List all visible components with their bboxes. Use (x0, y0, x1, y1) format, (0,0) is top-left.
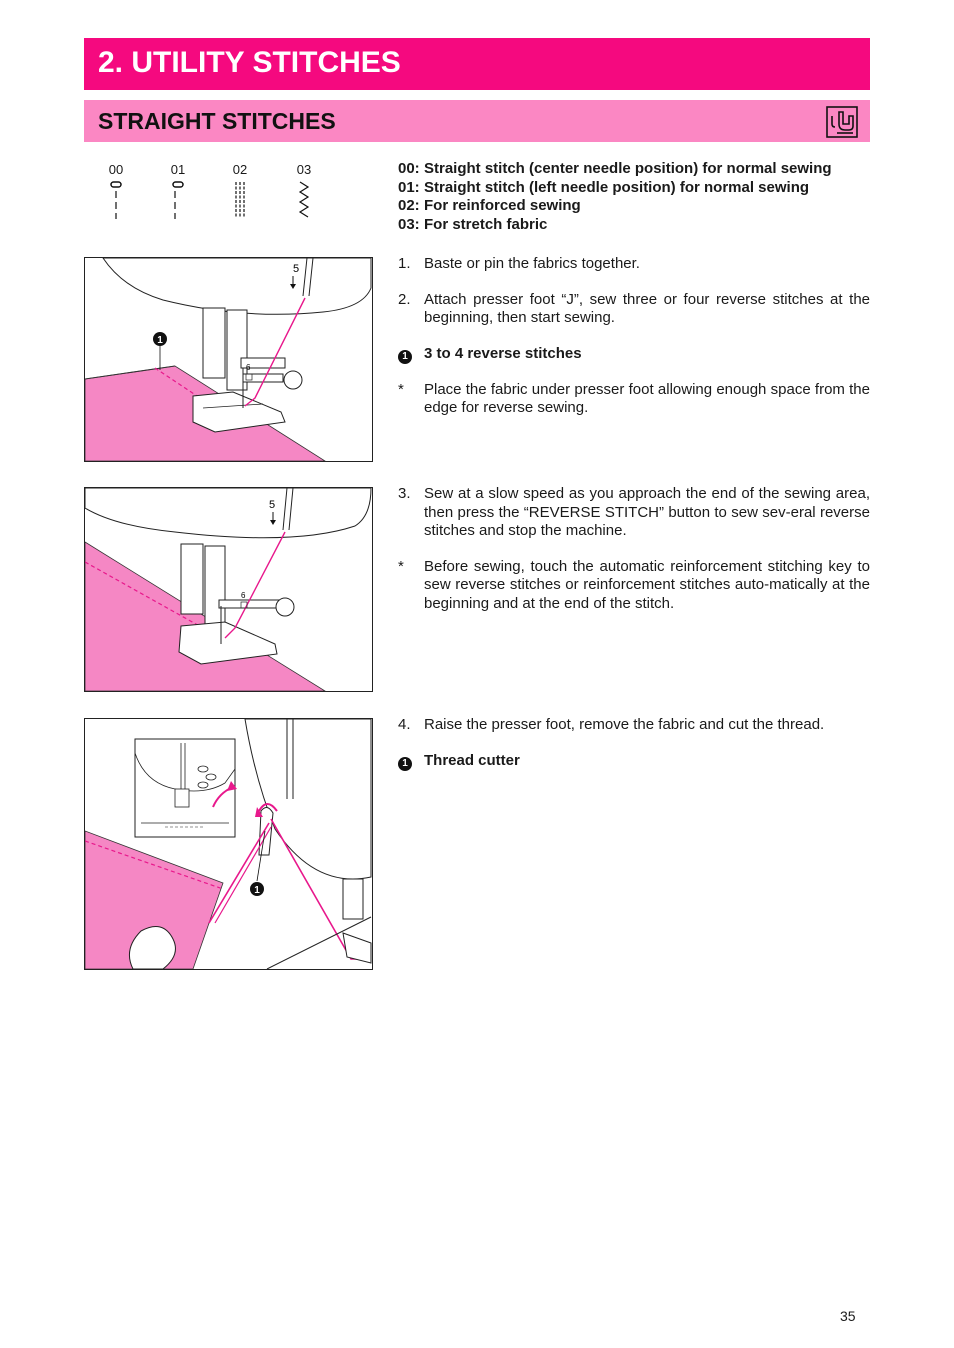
callout-1: 1 (157, 335, 163, 346)
thread-cutter-figure (85, 719, 372, 969)
step-2: 2. Attach presser foot “J”, sew three or four reverse stitches at the beginning, then start sewing. (398, 290, 870, 327)
step-4: 4. Raise the presser foot, remove the fabric and cut the thread. (398, 716, 825, 733)
callout-1: 1 (254, 885, 260, 896)
illustration-reverse-start (84, 257, 373, 462)
bullet-auto-reinforcement: * Before sewing, touch the automatic reinforcement stitching key to sew reverse stitches or reinforcement stitches auto-matically at the beginning and at the end of the stitch. (398, 557, 870, 612)
part-label: 6 (241, 591, 246, 600)
legend-row: 03: For stretch fabric (398, 215, 548, 233)
illustration-thread-cutter (84, 718, 373, 970)
callout-badge: 1 (398, 757, 412, 771)
part-label: 6 (246, 363, 251, 372)
stitch-03 (284, 162, 324, 220)
instructions-block-3 (398, 716, 870, 788)
reinforced-stitch-icon (230, 180, 250, 220)
instructions-block-2 (398, 485, 870, 631)
stitch-code-legend (398, 160, 878, 234)
chapter-title: 2. UTILITY STITCHES (98, 46, 401, 79)
callout-badge: 1 (398, 350, 412, 364)
stitch-00 (96, 162, 136, 220)
stitch-02 (220, 162, 260, 220)
stitch-selector (96, 162, 356, 224)
stretch-stitch-icon (294, 180, 314, 220)
note-reverse-stitches: 1 3 to 4 reverse stitches (398, 345, 870, 364)
step-3: 3. Sew at a slow speed as you approach the end of the sewing area, then press the “REVERSE STITCH” button to sew sev-eral reverse stitches and stop the machine. (398, 485, 870, 540)
dial-label: 5 (293, 263, 300, 275)
stitch-01 (158, 162, 198, 220)
legend-row: 01: Straight stitch (left needle position) for normal sewing (398, 178, 810, 196)
dial-label: 5 (269, 499, 276, 511)
straight-stitch-center-icon (106, 180, 126, 220)
step-1: 1. Baste or pin the fabrics together. (398, 255, 640, 272)
note-thread-cutter: 1 Thread cutter (398, 752, 870, 771)
stitch-code: 00 (108, 162, 124, 177)
sewing-start-figure (85, 258, 372, 461)
stitch-code: 01 (170, 162, 186, 177)
legend-row: 02: For reinforced sewing (398, 197, 581, 215)
straight-stitch-left-icon (168, 180, 188, 220)
presser-foot-j-icon (826, 106, 858, 138)
illustration-reverse-end (84, 487, 373, 692)
bullet-fabric-space: * Place the fabric under presser foot allowing enough space from the edge for reverse sewing. (398, 380, 870, 417)
stitch-code: 02 (232, 162, 248, 177)
section-banner (84, 100, 870, 142)
stitch-code: 03 (296, 162, 312, 177)
instructions-block-1 (398, 255, 870, 435)
page-number: 35 (840, 1308, 856, 1324)
chapter-banner (84, 38, 870, 90)
section-title: STRAIGHT STITCHES (98, 108, 336, 134)
legend-row: 00: Straight stitch (center needle position) for normal sewing (398, 160, 832, 177)
sewing-end-figure (85, 488, 372, 691)
